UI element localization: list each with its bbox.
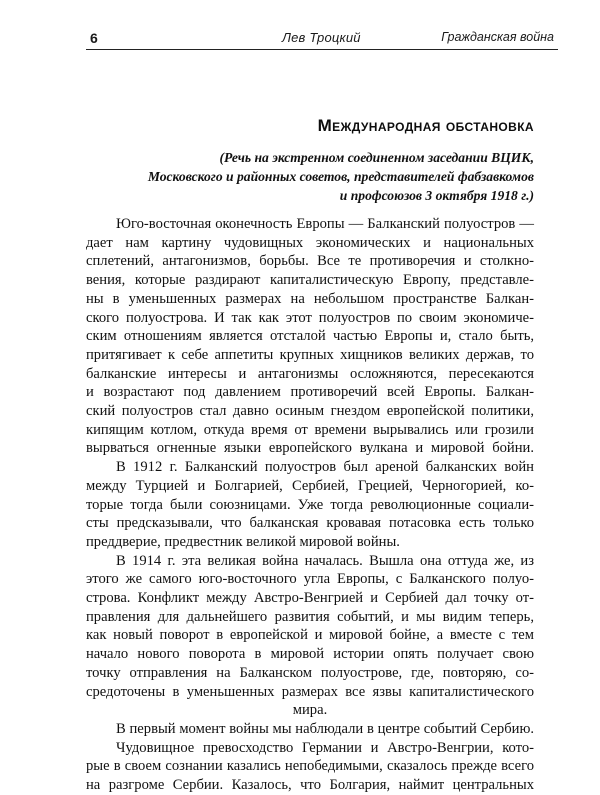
paragraph-1-line: притягивает к себе аппетиты крупных хищников великих держав, то xyxy=(86,346,534,363)
paragraph-3-line: мира. xyxy=(292,702,328,719)
paragraph-1-line: кипящим котлом, откуда время от времени вырывались или грозили xyxy=(86,421,534,438)
running-header-book-title: Гражданская война xyxy=(441,30,554,44)
paragraph-2-line: торые тогда были союзницами. Уже тогда революционные социали- xyxy=(86,496,534,513)
paragraph-2-line: преддверие, предвестник великой мировой войны. xyxy=(86,533,400,550)
paragraph-1-line: сплетений, антагонизмов, борьбы. Все те противоречия и столкно- xyxy=(86,253,534,270)
paragraph-1-line: и возрастают под давлением противоречий всей Европы. Балкан- xyxy=(86,384,534,401)
paragraph-1-line: вения, которые раздирают капиталистическую Европу, представле- xyxy=(86,272,534,289)
running-header xyxy=(86,26,558,48)
paragraph-2-line: сты предсказывали, что балканская кровавая потасовка есть только xyxy=(86,515,534,532)
paragraph-4-line: В первый момент войны мы наблюдали в центре событий Сербию. xyxy=(116,720,534,737)
paragraph-1-line: ским отношениям является отсталой частью Европы и, стало быть, xyxy=(86,328,534,345)
running-header-author: Лев Троцкий xyxy=(282,30,361,45)
chapter-title: Международная обстановка xyxy=(317,116,534,135)
paragraph-5-line: Чудовищное превосходство Германии и Австро-Венгрии, кото- xyxy=(116,739,534,756)
paragraph-1-line: балканские интересы и антагонизмы осложняются, пересекаются xyxy=(86,365,534,382)
paragraph-1-line: ны в уменьшенных размерах на небольшом пространстве Балкан- xyxy=(86,290,534,307)
paragraph-1-line: Юго-восточная оконечность Европы — Балканский полуостров — xyxy=(116,216,534,232)
paragraph-2-line: В 1912 г. Балканский полуостров был ареной балканских войн xyxy=(116,459,534,476)
subtitle-line: и профсоюзов 3 октября 1918 г.) xyxy=(339,188,534,203)
paragraph-3-line: средоточены в уменьшенных размерах все язвы капиталистического xyxy=(86,683,534,700)
body-text xyxy=(86,215,534,795)
paragraph-2-line: между Турцией и Болгарией, Сербией, Грецией, Черногорией, ко- xyxy=(86,477,534,494)
paragraph-5-line: рые в своем сознании казались непобедимыми, сказалось прежде всего xyxy=(86,758,534,775)
paragraph-1-line: вырваться огненные языки европейского вулкана и мировой бойни. xyxy=(86,440,534,457)
paragraph-3-line: В 1914 г. эта великая война началась. Вышла она оттуда же, из xyxy=(116,552,534,569)
paragraph-3-line: как новый поворот в европейской и мировой бойне, а вместе с тем xyxy=(86,627,534,644)
paragraph-1-line: дает нам картину чудовищных экономических и национальных xyxy=(86,234,534,251)
paragraph-3-line: точку отправления на Балканском полуострове, где, повторяю, со- xyxy=(86,664,534,681)
paragraph-3-line: строва. Конфликт между Австро-Венгрией и Сербией дал точку от- xyxy=(86,590,534,607)
paragraph-5-line: на разгроме Сербии. Казалось, что Болгария, наймит центральных xyxy=(86,777,534,794)
paragraph-1-line: ского полуострова. И так как этот полуостров по своим экономиче- xyxy=(86,309,534,326)
chapter-subtitle xyxy=(86,148,534,205)
paragraph-3-line: правления для дальнейшего развития событий, и мы видим теперь, xyxy=(86,608,534,625)
paragraph-1-line: ский полуостров стал давно осиным гнездом европейской политики, xyxy=(86,403,534,420)
subtitle-line: Московского и районных советов, представителей фабзавкомов xyxy=(147,169,534,184)
header-divider xyxy=(86,49,558,50)
subtitle-line: (Речь на экстренном соединенном заседании ВЦИК, xyxy=(219,150,534,165)
paragraph-3-line: этого же самого юго-восточного угла Европы, с Балканского полуо- xyxy=(86,571,534,588)
paragraph-3-line: начало нового поворота в мировой истории опять получает свою xyxy=(86,646,534,663)
page-number: 6 xyxy=(90,30,98,46)
